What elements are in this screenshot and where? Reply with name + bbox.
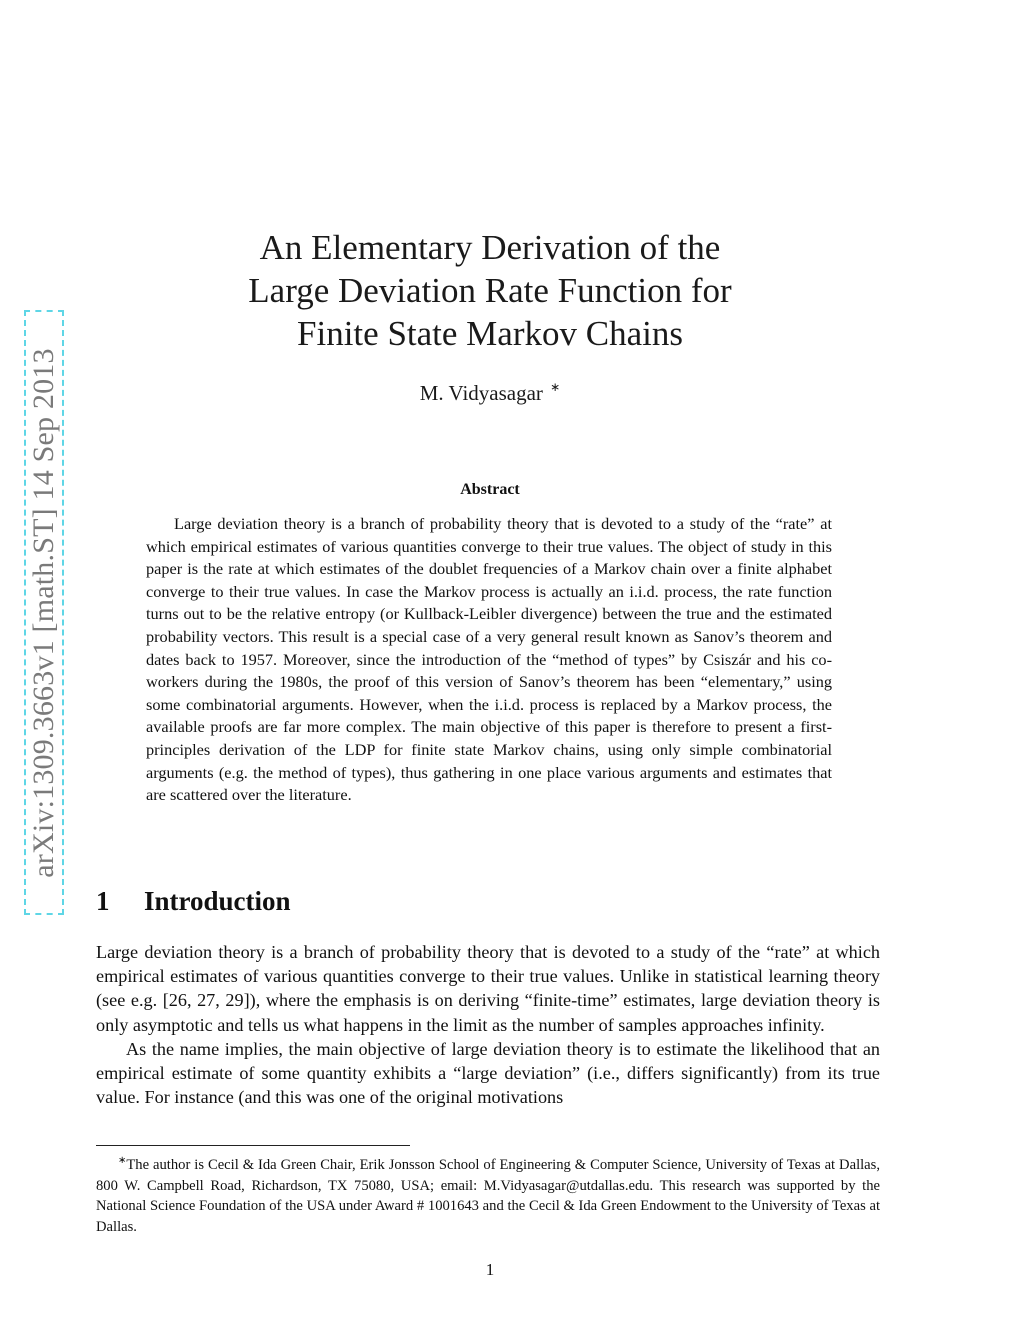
title-line-1: An Elementary Derivation of the [259, 228, 721, 267]
footnote-rule [96, 1145, 410, 1146]
arxiv-identifier: arXiv:1309.3663v1 [math.ST] 14 Sep 2013 [27, 347, 60, 878]
abstract-text: Large deviation theory is a branch of probability theory that is devoted to a study of the “rate” at which empirical estimates of various quantities converge to their true values. The object of study in this paper is the rate at which estimates of the doublet frequencies of a Markov chain over a finite alphabet converge to their true values. In case the Markov process is actually an i.i.d. process, the rate function turns out to be the relative entropy (or Kullback-Leibler divergence) between the true and the estimated probability vectors. This result is a special case of a very general result known as Sanov’s theorem and dates back to 1957. Moreover, since the introduction of the “method of types” by Csiszár and his co-workers during the 1980s, the proof of this version of Sanov’s theorem has been “elementary,” using some combinatorial arguments. However, when the i.i.d. process is replaced by a Markov process, the available proofs are far more complex. The main objective of this paper is therefore to present a first-principles derivation of the LDP for finite state Markov chains, using only simple combinatorial arguments (e.g. the method of types), thus gathering in one place various arguments and estimates that are scattered over the literature. [146, 514, 832, 805]
footnote-mark: ∗ [118, 1155, 127, 1166]
footnote [96, 1151, 880, 1237]
abstract-heading: Abstract [460, 481, 520, 498]
title-line-2: Large Deviation Rate Function for [248, 271, 732, 310]
page-number: 1 [485, 1260, 495, 1279]
section-number: 1 [96, 886, 110, 916]
introduction-body [96, 940, 880, 1109]
intro-paragraph-2: As the name implies, the main objective of large deviation theory is to estimate the likelihood that an empirical estimate of some quantity exhibits a “large deviation” (i.e., differs significantly) from its true value. For instance (and this was one of the original motivations [96, 1038, 880, 1108]
footnote-text: The author is Cecil & Ida Green Chair, Erik Jonsson School of Engineering & Computer Science, University of Texas at Dallas, 800 W. Campbell Road, Richardson, TX 75080, USA; email: M.Vidyasagar@utdallas.edu. This research was supported by the National Science Foundation of the USA under Award # 1001643 and the Cecil & Ida Green Endowment to the University of Texas at Dallas. [96, 1157, 880, 1235]
section-heading [96, 886, 291, 917]
author-name: M. Vidyasagar [419, 381, 543, 405]
paper-title [150, 226, 830, 355]
arxiv-stamp [24, 310, 64, 915]
author-line [150, 380, 830, 406]
title-line-3: Finite State Markov Chains [297, 314, 683, 353]
intro-paragraph-1: Large deviation theory is a branch of probability theory that is devoted to a study of the “rate” at which empirical estimates of various quantities converge to their true values. Unlike in statistical learning theory (see e.g. [26, 27, 29]), where the emphasis is on deriving “finite-time” estimates, large deviation theory is only asymptotic and tells us what happens in the limit as the number of samples approaches infinity. [96, 942, 880, 1035]
author-footnote-mark: ∗ [550, 380, 561, 394]
section-title: Introduction [144, 886, 291, 916]
